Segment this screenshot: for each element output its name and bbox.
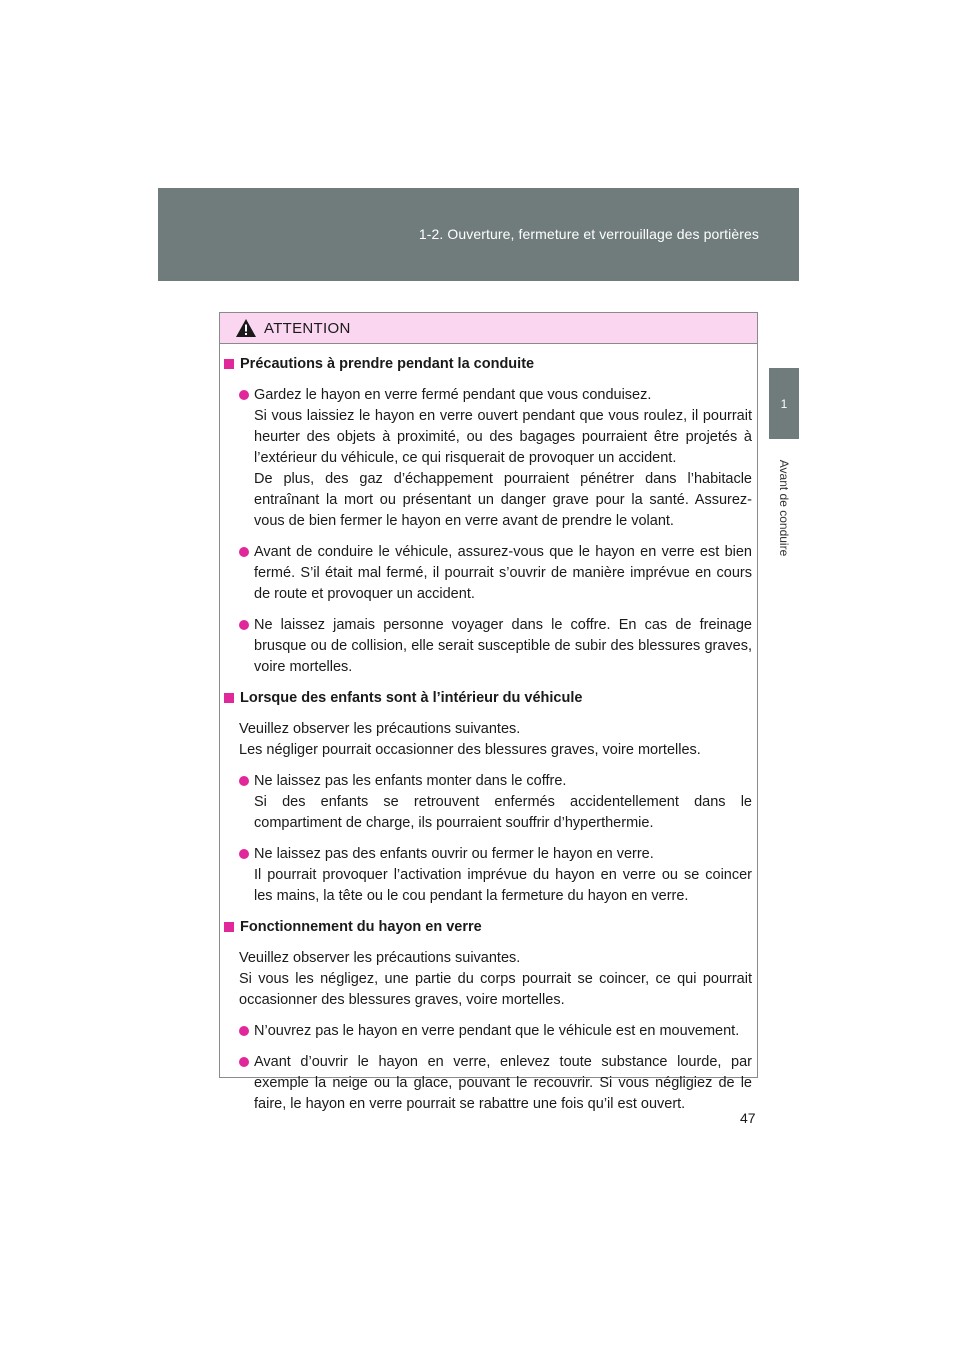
chapter-tab: 1 <box>769 368 799 439</box>
bullet-text: Ne laissez pas des enfants ouvrir ou fermer le hayon en verre. <box>254 846 654 862</box>
bullet-item <box>224 615 752 678</box>
round-bullet-icon <box>239 547 249 557</box>
bullet-text: Gardez le hayon en verre fermé pendant que vous conduisez. <box>254 387 652 403</box>
bullet-item <box>224 1021 752 1042</box>
section-heading <box>224 688 752 709</box>
bullet-item <box>224 542 752 605</box>
square-bullet-icon <box>224 359 234 369</box>
warning-label: ATTENTION <box>264 319 351 337</box>
square-bullet-icon <box>224 922 234 932</box>
bullet-text: Ne laissez pas les enfants monter dans le coffre. <box>254 773 567 789</box>
warning-content <box>220 344 757 1115</box>
warning-header <box>220 313 757 344</box>
intro-line: Veuillez observer les précautions suivantes. <box>239 721 521 737</box>
section-heading-text: Lorsque des enfants sont à l’intérieur du véhicule <box>240 690 583 706</box>
bullet-text: Avant de conduire le véhicule, assurez-vous que le hayon en verre est bien fermé. S’il était mal fermé, il pourrait s’ouvrir de manière imprévue en cours de route et provoquer un accident. <box>254 544 752 602</box>
section-intro <box>224 948 752 1011</box>
round-bullet-icon <box>239 1057 249 1067</box>
section-heading-text: Fonctionnement du hayon en verre <box>240 919 482 935</box>
round-bullet-icon <box>239 849 249 859</box>
chapter-label <box>769 448 799 568</box>
section-heading <box>224 917 752 938</box>
square-bullet-icon <box>224 693 234 703</box>
round-bullet-icon <box>239 776 249 786</box>
intro-line: Si vous les négligez, une partie du corps pourrait se coincer, ce qui pourrait occasionner des blessures graves, voire mortelles. <box>239 971 752 1008</box>
header-band <box>158 188 799 281</box>
bullet-text: Il pourrait provoquer l’activation imprévue du hayon en verre ou se coincer les mains, la tête ou le cou pendant la fermeture du hayon en verre. <box>254 867 752 904</box>
bullet-text: N’ouvrez pas le hayon en verre pendant que le véhicule est en mouvement. <box>254 1023 740 1039</box>
bullet-item <box>224 1052 752 1115</box>
warning-box <box>219 312 758 1112</box>
warning-triangle-icon <box>235 318 257 338</box>
page-number: 47 <box>740 1110 756 1126</box>
bullet-text: Avant d’ouvrir le hayon en verre, enlevez toute substance lourde, par exemple la neige ou la glace, pouvant le recouvrir. Si vous négligiez de le faire, le hayon en verre pourrait se rabattre une fois qu’il est ouvert. <box>254 1054 752 1112</box>
chapter-label-text: Avant de conduire <box>777 459 791 557</box>
bullet-item <box>224 771 752 834</box>
bullet-text: Si vous laissiez le hayon en verre ouvert pendant que vous roulez, il pourrait heurter des objets à proximité, ou des bagages pourraient être projetés à l’extérieur du véhicule, ce qui risquerait de provoquer un accident. <box>254 408 752 466</box>
round-bullet-icon <box>239 390 249 400</box>
bullet-text: De plus, des gaz d’échappement pourraient pénétrer dans l’habitacle entraînant la mort ou présentant un danger grave pour la santé. Assurez-vous de bien fermer le hayon en verre avant de prendre le volant. <box>254 471 752 529</box>
section-title: 1-2. Ouverture, fermeture et verrouillage des portières <box>418 226 759 242</box>
section-intro <box>224 719 752 761</box>
intro-line: Veuillez observer les précautions suivantes. <box>239 950 521 966</box>
section-heading-text: Précautions à prendre pendant la conduite <box>240 356 535 372</box>
round-bullet-icon <box>239 1026 249 1036</box>
section-heading <box>224 354 752 375</box>
bullet-item <box>224 385 752 532</box>
bullet-text: Si des enfants se retrouvent enfermés accidentellement dans le compartiment de charge, ils pourraient souffrir d’hyperthermie. <box>254 794 752 831</box>
bullet-item <box>224 844 752 907</box>
bullet-text: Ne laissez jamais personne voyager dans le coffre. En cas de freinage brusque ou de collision, elle serait susceptible de subir des blessures graves, voire mortelles. <box>254 617 752 675</box>
round-bullet-icon <box>239 620 249 630</box>
intro-line: Les négliger pourrait occasionner des blessures graves, voire mortelles. <box>239 742 701 758</box>
